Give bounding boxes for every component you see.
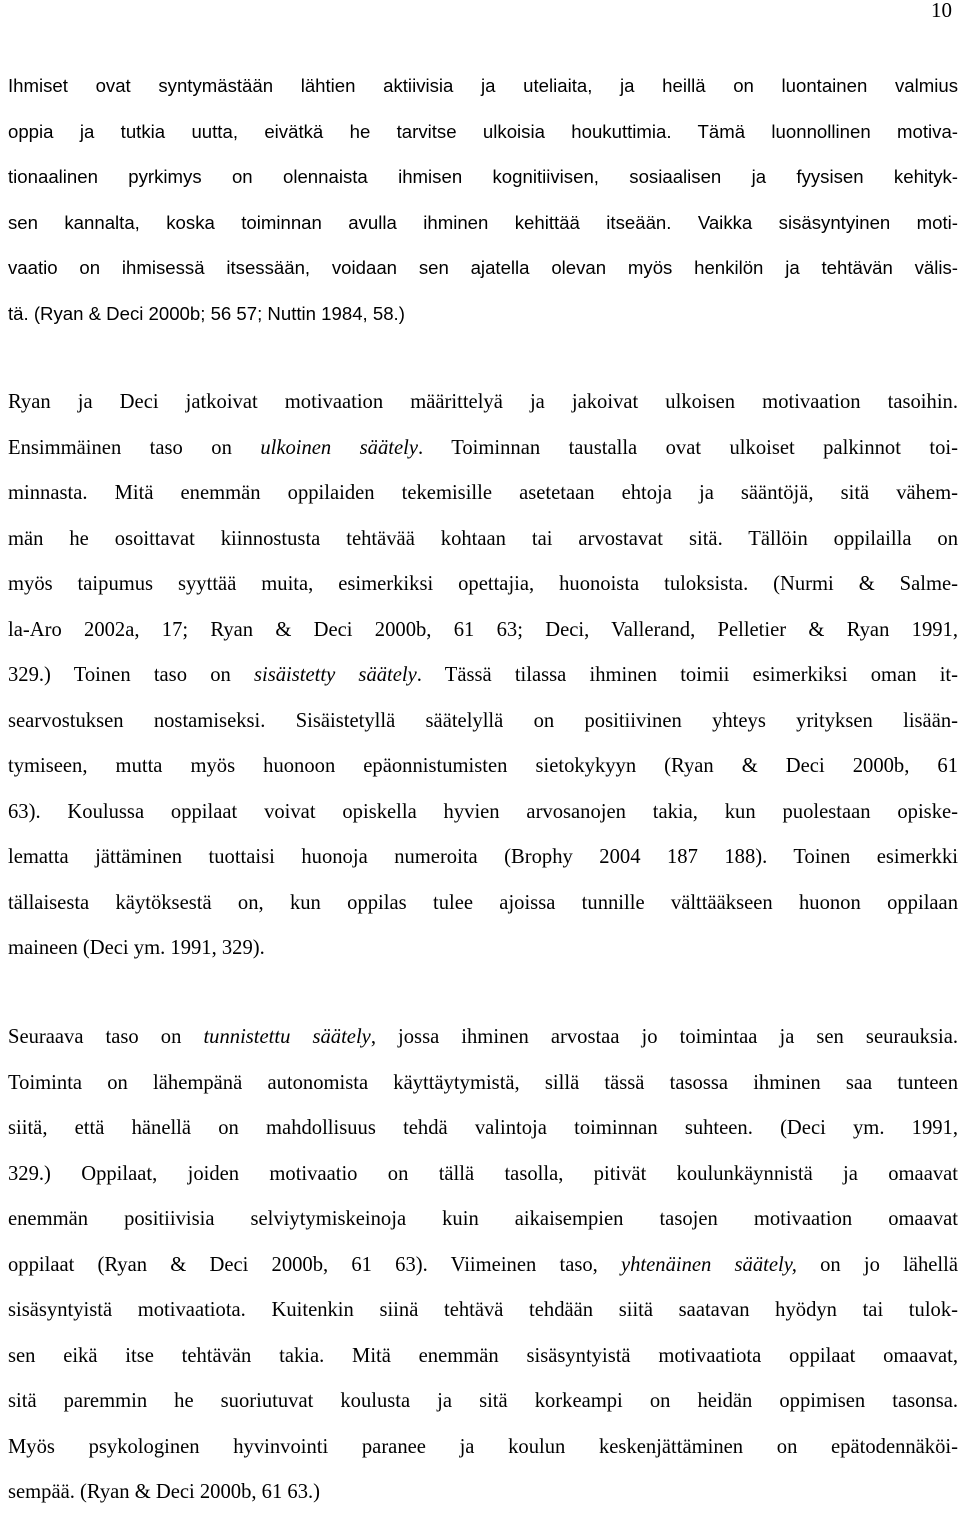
page-number: 10 (931, 0, 952, 22)
text-line: sempää. (Ryan & Deci 2000b, 61 63.) (8, 1481, 321, 1503)
term-yhtenainen-saately: yhtenäinen säätely, (621, 1253, 797, 1276)
text-run: . Toiminnan taustalla ovat ulkoiset palkinnot toi- (418, 436, 958, 459)
text-line: oppia ja tutkia uutta, eivätkä he tarvitse ulkoisia houkuttimia. Tämä luonnollinen motiva- (8, 120, 958, 142)
text-run: . Tässä tilassa ihminen toimii esimerkiksi oman it- (416, 664, 959, 686)
text-line: vaatio on ihmisessä itsessään, voidaan sen ajatella olevan myös henkilön ja tehtävän välis- (8, 257, 958, 278)
text-line: tä. (Ryan & Deci 2000b; 56 57; Nuttin 1984, 58.) (8, 302, 405, 324)
term-tunnistettu-saately: tunnistettu säätely (203, 1026, 371, 1048)
text-run: , jossa ihminen arvostaa jo toimintaa ja sen seurauksia. (370, 1026, 958, 1048)
text-line: Toiminta on lähempänä autonomista käyttäytymistä, sillä tässä tasossa ihminen saa tunteen (8, 1071, 958, 1094)
paragraph-2 (8, 380, 958, 972)
text-run: Ensimmäinen taso on (8, 436, 261, 459)
text-line: sisäsyntyistä motivaatiota. Kuitenkin siinä tehtävä tehdään siitä saatavan hyödyn tai tulok- (8, 1299, 958, 1321)
text-line (8, 1015, 958, 1061)
text-line: tymiseen, mutta myös huonoon epäonnistumisten sietokykyyn (Ryan & Deci 2000b, 61 (8, 755, 958, 777)
term-sisaistetty-saately: sisäistetty säätely (254, 664, 417, 686)
text-line: searvostuksen nostamiseksi. Sisäistetyllä säätelyllä on positiivinen yhteys yrityksen lisään- (8, 709, 958, 732)
text-line: 329.) Oppilaat, joiden motivaatio on tällä tasolla, pitivät koulunkäynnistä ja omaavat (8, 1162, 958, 1185)
term-ulkoinen-saately: ulkoinen säätely (260, 436, 418, 459)
text-run: Seuraava taso on (8, 1026, 204, 1048)
text-line (8, 1243, 958, 1289)
text-line: minnasta. Mitä enemmän oppilaiden tekemisille asetetaan ehtoja ja sääntöjä, sitä vähem- (8, 482, 958, 504)
text-line: sen kannalta, koska toiminnan avulla ihminen kehittää itseään. Vaikka sisäsyntyinen moti- (8, 211, 958, 233)
text-run: oppilaat (Ryan & Deci 2000b, 61 63). Viimeinen taso, (8, 1253, 621, 1276)
text-line: tionaalinen pyrkimys on olennaista ihmisen kognitiivisen, sosiaalisen ja fyysisen kehityk- (8, 166, 958, 187)
text-line: myös taipumus syyttää muita, esimerkiksi opettajia, huonoista tuloksista. (Nurmi & Salme- (8, 573, 958, 595)
text-run: 329.) Toinen taso on (8, 664, 254, 686)
text-line: la-Aro 2002a, 17; Ryan & Deci 2000b, 61 63; Deci, Vallerand, Pelletier & Ryan 1991, (8, 618, 958, 641)
text-line: 63). Koulussa oppilaat voivat opiskella hyvien arvosanojen takia, kun puolestaan opiske- (8, 800, 958, 823)
text-line (8, 426, 958, 472)
text-line: tällaisesta käytöksestä on, kun oppilas tulee ajoissa tunnille välttääkseen huonon oppilaan (8, 891, 958, 914)
paragraph-1 (8, 63, 958, 336)
paragraph-3 (8, 1015, 958, 1516)
text-line: Ryan ja Deci jatkoivat motivaation määrittelyä ja jakoivat ulkoisen motivaation tasoihin. (8, 391, 958, 413)
text-line: maineen (Deci ym. 1991, 329). (8, 937, 265, 959)
text-line: Ihmiset ovat syntymästään lähtien aktiivisia ja uteliaita, ja heillä on luontainen valmius (8, 75, 958, 96)
text-line: sitä paremmin he suoriutuvat koulusta ja sitä korkeampi on heidän oppimisen tasonsa. (8, 1390, 958, 1412)
text-line (8, 653, 958, 699)
text-line: enemmän positiivisia selviytymiskeinoja kuin aikaisempien tasojen motivaation omaavat (8, 1208, 958, 1230)
text-line: siitä, että hänellä on mahdollisuus tehdä valintoja toiminnan suhteen. (Deci ym. 1991, (8, 1117, 958, 1139)
text-line: Myös psykologinen hyvinvointi paranee ja koulun keskenjättäminen on epätodennäköi- (8, 1435, 958, 1458)
text-run: on jo lähellä (796, 1253, 958, 1276)
text-line: sen eikä itse tehtävän takia. Mitä enemmän sisäsyntyistä motivaatiota oppilaat omaavat, (8, 1344, 958, 1367)
text-line: lematta jättäminen tuottaisi huonoja numeroita (Brophy 2004 187 188). Toinen esimerkki (8, 846, 958, 868)
text-line: män he osoittavat kiinnostusta tehtävää kohtaan tai arvostavat sitä. Tällöin oppilailla on (8, 527, 958, 550)
